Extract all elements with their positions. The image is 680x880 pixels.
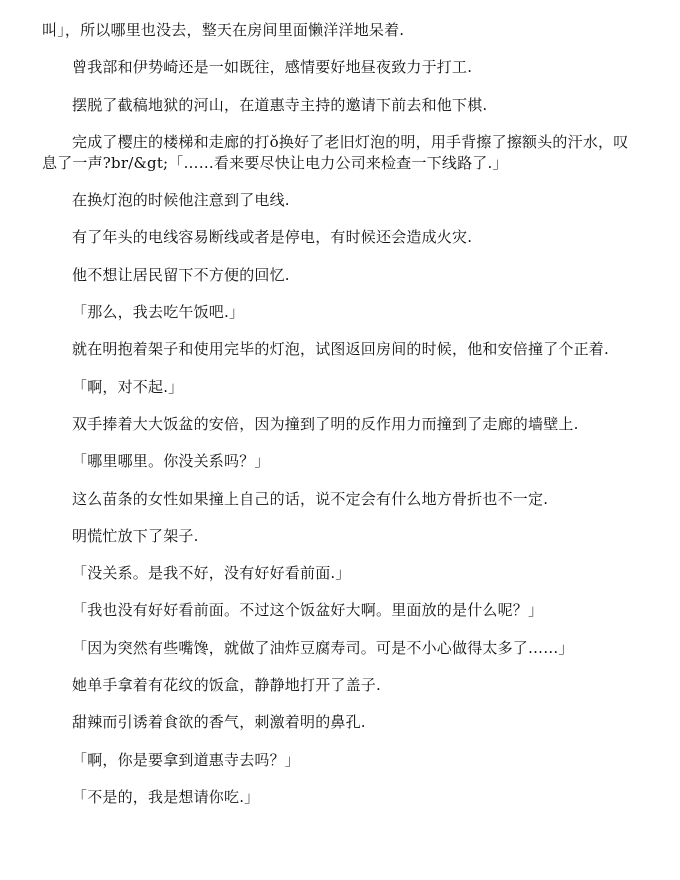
paragraph-8: 「那么，我去吃午饭吧.」 [72,303,245,322]
paragraph-2: 曾我部和伊势崎还是一如既往，感情要好地昼夜致力于打工. [72,58,473,77]
paragraph-16: 「我也没有好好看前面。不过这个饭盆好大啊。里面放的是什么呢？」 [72,601,544,620]
paragraph-1: 叫」，所以哪里也没去，整天在房间里面懒洋洋地呆着. [42,21,405,39]
paragraph-19: 甜辣而引诱着食欲的香气，刺激着明的鼻孔. [72,713,366,732]
paragraph-21: 「不是的，我是想请你吃.」 [72,787,260,806]
paragraph-6: 有了年头的电线容易断线或者是停电，有时候还会造成火灾. [72,228,473,247]
paragraph-7: 他不想让居民留下不方便的回忆. [72,265,290,284]
paragraph-10: 「啊，对不起.」 [72,377,184,396]
paragraph-3: 摆脱了截稿地狱的河山，在道惠寺主持的邀请下前去和他下棋. [72,95,488,114]
paragraph-11: 双手捧着大大饭盆的安倍，因为撞到了明的反作用力而撞到了走廊的墙壁上. [72,414,579,433]
paragraph-15: 「没关系。是我不好，没有好好看前面.」 [72,564,351,583]
paragraph-12: 「哪里哪里。你没关系吗？」 [72,452,270,471]
paragraph-4: 完成了樱庄的楼梯和走廊的打ǒ换好了老旧灯泡的明，用手背擦了擦额头的汗水，叹息了一声?br/&gt;「……看来要尽快让电力公司来检查一下线路了.」 [42,132,629,172]
paragraph-17: 「因为突然有些嘴馋，就做了油炸豆腐寿司。可是不小心做得太多了……」 [72,638,574,657]
paragraph-18: 她单手拿着有花纹的饭盒，静静地打开了盖子. [72,676,381,695]
paragraph-13: 这么苗条的女性如果撞上自己的话，说不定会有什么地方骨折也不一定. [72,489,549,508]
paragraph-9: 就在明抱着架子和使用完毕的灯泡，试图返回房间的时候，他和安倍撞了个正着. [72,340,609,359]
paragraph-14: 明慌忙放下了架子. [72,526,199,545]
paragraph-20: 「啊，你是要拿到道惠寺去吗？」 [72,750,301,769]
paragraph-5: 在换灯泡的时候他注意到了电线. [72,191,290,210]
